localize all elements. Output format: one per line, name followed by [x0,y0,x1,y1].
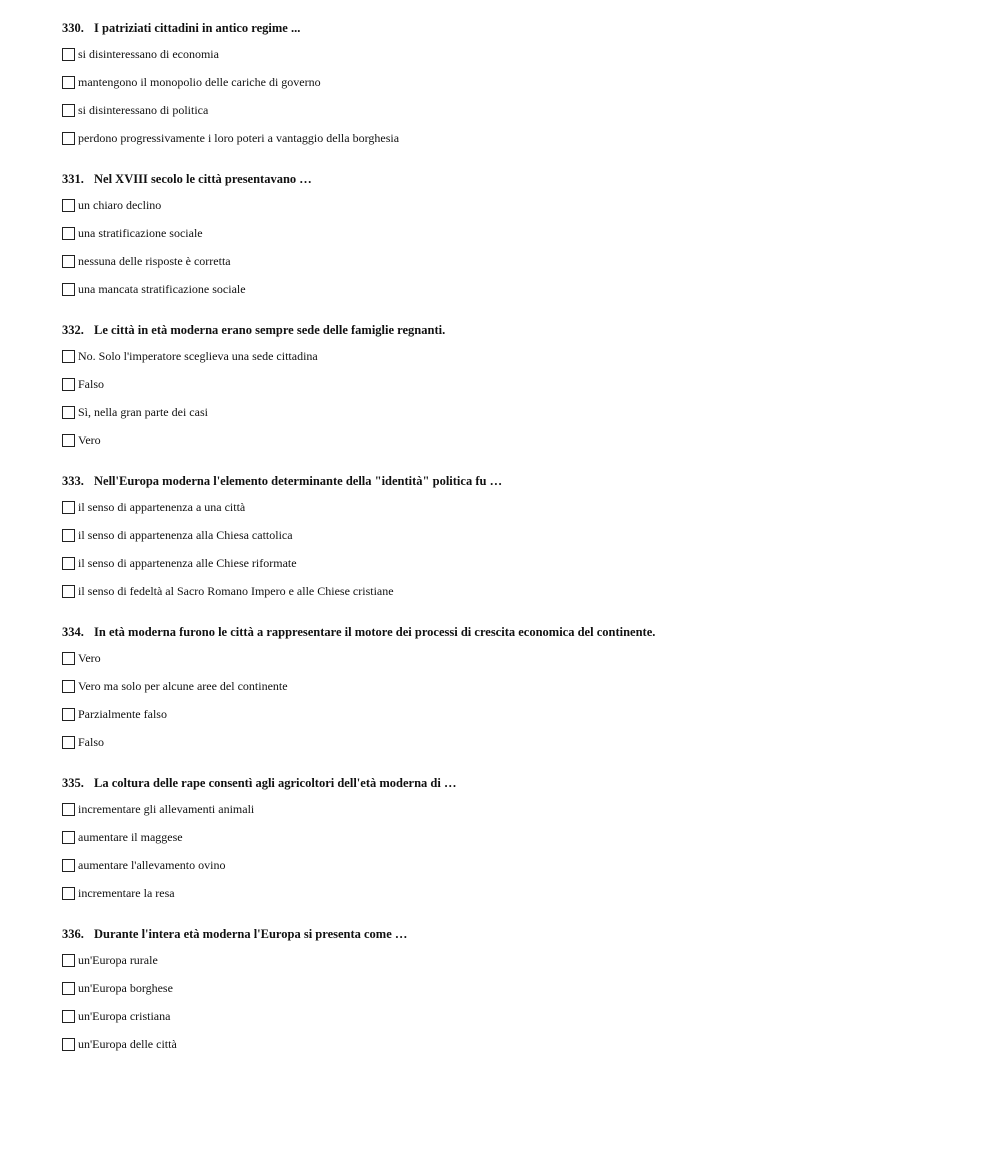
answer-label: il senso di appartenenza alle Chiese riformate [78,556,297,570]
answer-option[interactable] [62,979,962,997]
answer-checkbox[interactable] [62,708,75,721]
answer-option[interactable] [62,196,962,214]
answer-checkbox[interactable] [62,887,75,900]
answer-checkbox[interactable] [62,283,75,296]
answer-label: perdono progressivamente i loro poteri a vantaggio della borghesia [78,131,400,145]
question-title [62,472,962,490]
question-title [62,19,962,37]
answer-checkbox[interactable] [62,104,75,117]
question-title [62,321,962,339]
question-text: In età moderna furono le città a rappresentare il motore dei processi di crescita economica del continente. [94,625,656,639]
answer-checkbox[interactable] [62,76,75,89]
question-text: I patriziati cittadini in antico regime ... [94,21,301,35]
answer-option[interactable] [62,403,962,421]
answer-option[interactable] [62,554,962,572]
answer-option[interactable] [62,649,962,667]
answer-label: Vero [78,651,101,665]
answer-label: una mancata stratificazione sociale [78,282,246,296]
answer-checkbox[interactable] [62,350,75,363]
answer-checkbox[interactable] [62,227,75,240]
answer-label: incrementare la resa [78,886,175,900]
answer-checkbox[interactable] [62,1038,75,1051]
answer-label: una stratificazione sociale [78,226,203,240]
answer-label: No. Solo l'imperatore sceglieva una sede cittadina [78,349,318,363]
answer-option[interactable] [62,280,962,298]
answer-label: aumentare il maggese [78,830,183,844]
answer-option[interactable] [62,526,962,544]
question-title [62,623,962,641]
answer-label: Falso [78,735,105,749]
answer-label: mantengono il monopolio delle cariche di governo [78,75,321,89]
question-title [62,774,962,792]
answer-option[interactable] [62,347,962,365]
answer-label: il senso di fedeltà al Sacro Romano Impero e alle Chiese cristiane [78,584,394,598]
answer-option[interactable] [62,1035,962,1053]
answer-option[interactable] [62,498,962,516]
answer-checkbox[interactable] [62,982,75,995]
question-number: 335. [62,776,84,790]
answer-checkbox[interactable] [62,652,75,665]
question-block [62,623,962,774]
question-block [62,19,962,170]
answer-option[interactable] [62,224,962,242]
question-title [62,170,962,188]
answer-checkbox[interactable] [62,859,75,872]
answer-option[interactable] [62,582,962,600]
question-text: Durante l'intera età moderna l'Europa si presenta come … [94,927,408,941]
answer-label: un chiaro declino [78,198,162,212]
answer-option[interactable] [62,252,962,270]
question-block [62,321,962,472]
answer-label: incrementare gli allevamenti animali [78,802,255,816]
question-text: Nell'Europa moderna l'elemento determinante della "identità" politica fu … [94,474,503,488]
question-title [62,925,962,943]
answer-checkbox[interactable] [62,557,75,570]
answer-option[interactable] [62,828,962,846]
answer-checkbox[interactable] [62,255,75,268]
answer-checkbox[interactable] [62,831,75,844]
answer-option[interactable] [62,129,962,147]
answer-label: un'Europa rurale [78,953,158,967]
question-number: 334. [62,625,84,639]
answer-label: Sì, nella gran parte dei casi [78,405,208,419]
answer-option[interactable] [62,677,962,695]
question-block [62,170,962,321]
answer-option[interactable] [62,733,962,751]
answer-checkbox[interactable] [62,1010,75,1023]
answer-label: il senso di appartenenza alla Chiesa cattolica [78,528,293,542]
answer-checkbox[interactable] [62,48,75,61]
answer-option[interactable] [62,884,962,902]
question-number: 336. [62,927,84,941]
question-block [62,925,962,1076]
answer-option[interactable] [62,73,962,91]
answer-label: un'Europa cristiana [78,1009,171,1023]
question-text: La coltura delle rape consentì agli agricoltori dell'età moderna di … [94,776,457,790]
question-block [62,774,962,925]
question-number: 330. [62,21,84,35]
answer-label: si disinteressano di economia [78,47,219,61]
answer-checkbox[interactable] [62,585,75,598]
answer-label: Parzialmente falso [78,707,167,721]
answer-option[interactable] [62,45,962,63]
answer-checkbox[interactable] [62,529,75,542]
answer-option[interactable] [62,431,962,449]
answer-checkbox[interactable] [62,132,75,145]
answer-checkbox[interactable] [62,680,75,693]
answer-checkbox[interactable] [62,954,75,967]
answer-checkbox[interactable] [62,434,75,447]
answer-option[interactable] [62,101,962,119]
answer-checkbox[interactable] [62,378,75,391]
question-block [62,472,962,623]
answer-label: Vero [78,433,101,447]
answer-option[interactable] [62,375,962,393]
question-number: 333. [62,474,84,488]
answer-label: Falso [78,377,105,391]
answer-label: nessuna delle risposte è corretta [78,254,231,268]
answer-label: il senso di appartenenza a una città [78,500,246,514]
question-number: 332. [62,323,84,337]
answer-label: un'Europa borghese [78,981,173,995]
answer-option[interactable] [62,951,962,969]
answer-label: aumentare l'allevamento ovino [78,858,226,872]
answer-checkbox[interactable] [62,501,75,514]
answer-checkbox[interactable] [62,199,75,212]
answer-label: si disinteressano di politica [78,103,209,117]
answer-option[interactable] [62,856,962,874]
quiz-list [62,19,962,1076]
question-text: Nel XVIII secolo le città presentavano … [94,172,312,186]
answer-checkbox[interactable] [62,736,75,749]
answer-option[interactable] [62,705,962,723]
answer-checkbox[interactable] [62,406,75,419]
answer-option[interactable] [62,1007,962,1025]
answer-label: Vero ma solo per alcune aree del continente [78,679,288,693]
answer-checkbox[interactable] [62,803,75,816]
question-text: Le città in età moderna erano sempre sede delle famiglie regnanti. [94,323,446,337]
question-number: 331. [62,172,84,186]
answer-label: un'Europa delle città [78,1037,177,1051]
answer-option[interactable] [62,800,962,818]
